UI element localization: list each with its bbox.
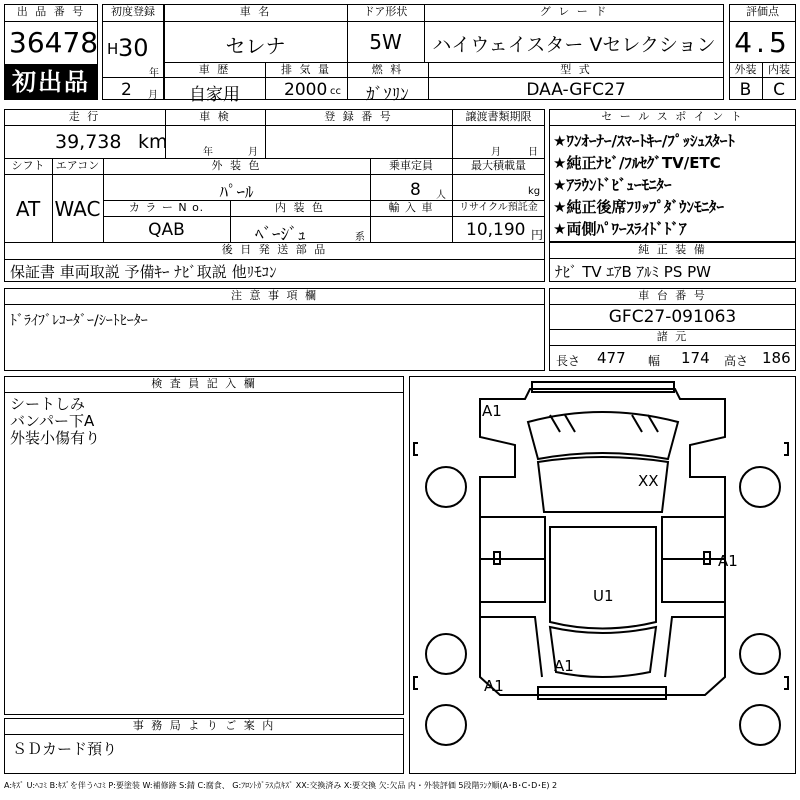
capacity-unit: 人: [436, 190, 446, 201]
mileage-unit: km: [138, 131, 168, 153]
aircon-label: エアコン: [55, 159, 100, 172]
width-label: 幅: [648, 354, 661, 368]
notes: ﾄﾞﾗｲﾌﾞﾚｺｰﾀﾞｰ/ｼｰﾄﾋｰﾀｰ: [10, 313, 148, 329]
shift-label: シフト: [11, 159, 45, 172]
fuel: ｶﾞｿﾘﾝ: [366, 85, 409, 105]
exterior-color: ﾊﾟｰﾙ: [219, 183, 254, 203]
capacity: 8: [410, 180, 421, 200]
inspection-label: 車 検: [199, 110, 231, 123]
recycle-label: リサイクル預託金: [459, 202, 538, 213]
damage-diagram: [409, 376, 796, 774]
damage-mark-rear-left: A1: [484, 677, 504, 695]
era: H: [107, 40, 119, 58]
later-parts-label: 後 日 発 送 部 品: [221, 243, 328, 256]
inspector-line-1: シートしみ: [10, 395, 86, 413]
transfer-deadline-label: 譲渡書類期限: [465, 110, 532, 123]
equipment-label: 純 正 装 備: [638, 243, 707, 256]
history-label: 車 歴: [198, 63, 231, 76]
damage-mark-hood: XX: [638, 472, 659, 490]
month-unit: 月: [148, 90, 158, 101]
legend: A:ｷｽﾞ U:ﾍｺﾐ B:ｷｽﾞを伴うﾍｺﾐ P:要塗装 W:補修跡 S:錆 C:腐食、 G:ﾌﾛﾝﾄｶﾞﾗｽ点ｷｽﾞ XX:交換済み X:要交換 欠:欠品 内・外装評価 5段階ﾗﾝｸ順(A･B･C･D･E) 2: [4, 781, 558, 790]
displacement-unit: cc: [330, 86, 341, 97]
displacement: 2000: [284, 80, 328, 100]
grade: ハイウェイスター Vセレクション: [432, 34, 716, 56]
lot-number: 36478: [9, 26, 99, 59]
door-label: ドア形状: [363, 5, 408, 18]
capacity-label: 乗車定員: [389, 159, 433, 172]
damage-mark-roof: U1: [593, 587, 614, 605]
first-listing-badge: 初出品: [4, 64, 98, 100]
inspector-line-2: バンパー下A: [10, 412, 95, 430]
car-name-label: 車 名: [239, 5, 272, 18]
year-unit: 年: [149, 68, 159, 79]
length-label: 長さ: [556, 354, 581, 368]
dimensions-label: 諸 元: [656, 330, 689, 343]
chassis-label: 車 台 番 号: [638, 289, 707, 302]
registration-month: 2: [121, 80, 132, 100]
sales-point-2: ★純正ﾅﾋﾞ/ﾌﾙｾｸﾞTV/ETC: [553, 154, 721, 172]
length: 477: [597, 349, 626, 367]
transfer-day-unit: 日: [528, 147, 538, 158]
car-outline-diagram: [410, 377, 795, 773]
damage-mark-right-side: A1: [718, 552, 738, 570]
history: 自家用: [189, 85, 240, 105]
import-label: 輸 入 車: [388, 201, 434, 214]
later-parts: 保証書 車両取説 予備ｷｰ ﾅﾋﾞ取説 他ﾘﾓｺﾝ: [10, 263, 277, 281]
score-label: 評価点: [746, 5, 779, 18]
interior-grade: C: [773, 80, 785, 100]
transfer-month-unit: 月: [491, 147, 501, 158]
first-registration-label: 初度登録: [111, 5, 155, 18]
office-label: 事 務 局 よ り ご 案 内: [132, 719, 276, 732]
sales-points-label: セ ー ル ス ポ イ ン ト: [601, 110, 744, 123]
shift: AT: [15, 197, 41, 221]
displacement-label: 排 気 量: [281, 63, 331, 76]
recycle-deposit: 10,190: [466, 220, 526, 240]
exterior-color-label: 外 装 色: [211, 159, 262, 172]
registration-number-label: 登 録 番 号: [324, 110, 393, 123]
sales-point-3: ★ｱﾗｳﾝﾄﾞﾋﾞｭｰﾓﾆﾀｰ: [553, 176, 672, 194]
sales-point-1: ★ﾜﾝｵｰﾅｰ/ｽﾏｰﾄｷｰ/ﾌﾟｯｼｭｽﾀｰﾄ: [553, 132, 735, 150]
car-name: セレナ: [225, 34, 286, 58]
max-load-label: 最大積載量: [471, 159, 526, 172]
exterior-grade: B: [739, 80, 752, 100]
registration-year: 30: [118, 34, 149, 62]
color-number-label: カ ラ ー N o.: [128, 201, 205, 214]
inspector-label: 検 査 員 記 入 欄: [151, 377, 257, 390]
score: 4.5: [734, 26, 791, 59]
max-load-unit: kg: [528, 186, 541, 197]
inspector-line-3: 外装小傷有り: [10, 429, 101, 447]
chassis-number: GFC27-091063: [608, 307, 737, 327]
sales-point-5: ★両側ﾊﾟﾜｰｽﾗｲﾄﾞﾄﾞｱ: [553, 220, 687, 238]
interior-label: 内装: [768, 63, 790, 76]
sales-point-4: ★純正後席ﾌﾘｯﾌﾟﾀﾞｳﾝﾓﾆﾀｰ: [553, 198, 724, 216]
lot-number-label: 出 品 番 号: [16, 5, 86, 18]
interior-color-label: 内 装 色: [275, 201, 325, 214]
model-code-label: 型 式: [560, 63, 592, 76]
height-label: 高さ: [724, 354, 749, 368]
height: 186: [762, 349, 791, 367]
door-type: 5W: [369, 30, 402, 54]
width: 174: [681, 349, 710, 367]
office-note: ＳＤカード預り: [12, 740, 118, 758]
aircon: WAC: [54, 197, 101, 221]
mileage-label: 走 行: [68, 110, 101, 123]
mileage: 39,738: [55, 131, 122, 153]
interior-color: ﾍﾞｰｼﾞｭ: [255, 225, 306, 245]
damage-mark-front-bumper: A1: [482, 402, 502, 420]
color-number: QAB: [148, 220, 185, 240]
exterior-label: 外装: [734, 63, 757, 76]
equipment: ﾅﾋﾞ TV ｴｱB ｱﾙﾐ PS PW: [555, 263, 711, 281]
recycle-unit: 円: [531, 228, 544, 242]
inspection-year-unit: 年: [203, 147, 213, 158]
damage-mark-rear: A1: [554, 657, 574, 675]
model-code: DAA-GFC27: [526, 80, 626, 100]
grade-label: グ レ ー ド: [539, 5, 609, 18]
interior-color-unit: 系: [355, 232, 365, 243]
notes-label: 注 意 事 項 欄: [231, 289, 318, 302]
inspection-month-unit: 月: [248, 147, 258, 158]
fuel-label: 燃 料: [371, 63, 404, 76]
